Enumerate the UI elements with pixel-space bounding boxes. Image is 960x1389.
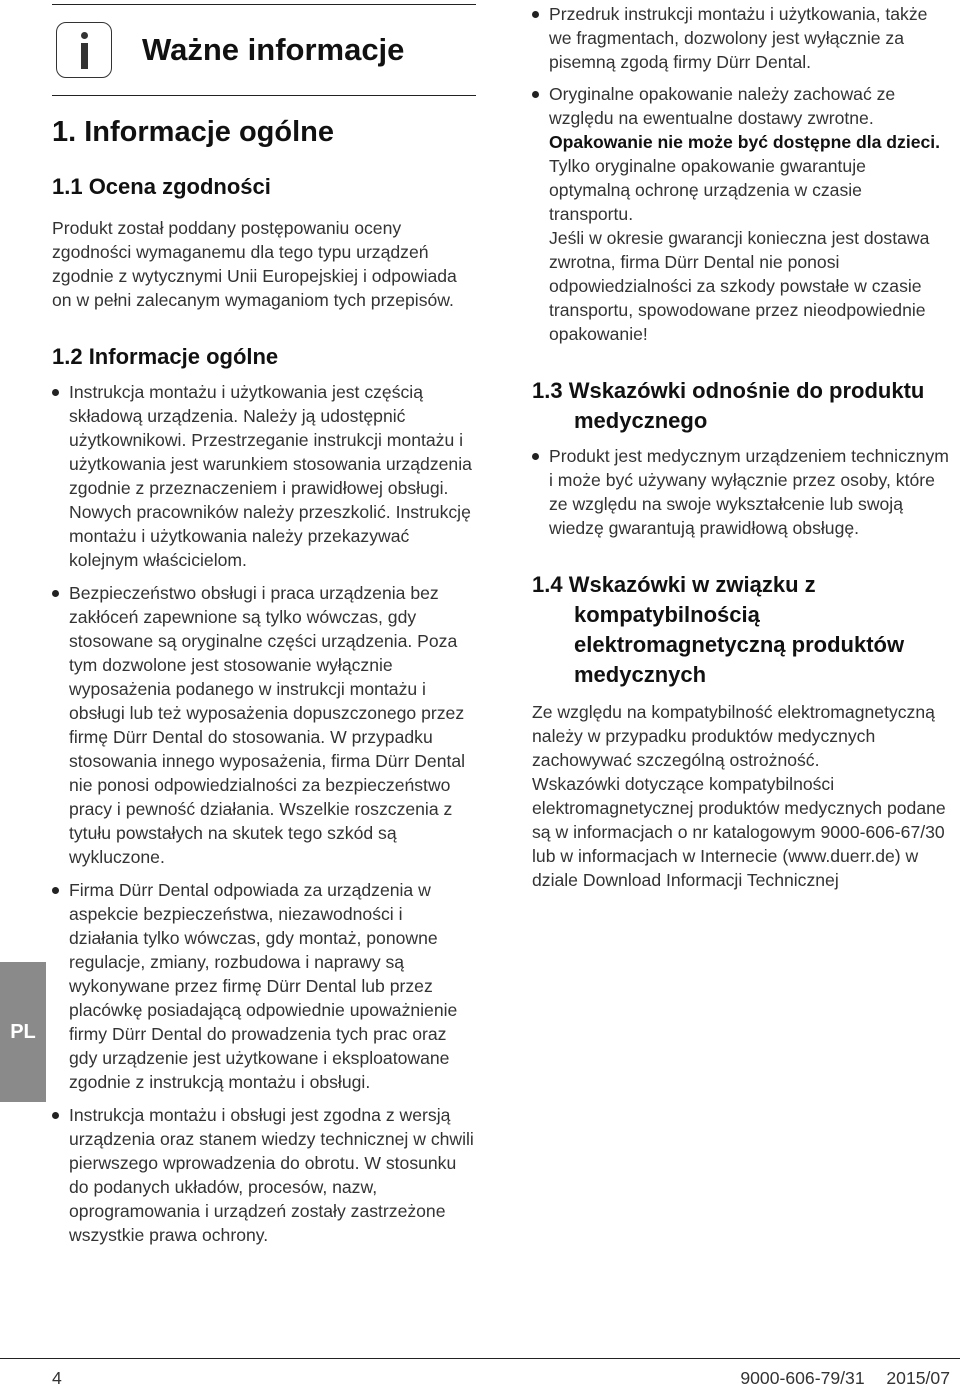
packaging-warning: Opakowanie nie może być dostępne dla dzieci. [549, 132, 941, 152]
subsection-heading-1-2: 1.2 Informacje ogólne [52, 344, 279, 369]
page-title: Ważne informacje [142, 32, 405, 67]
emc-text-2: Wskazówki dotyczące kompatybilności elektromagnetycznej produktów medycznych podane są w informacjach o nr katalogowym 9000-606-67/30 lub w informacjach w Internecie (www.duerr.de) w dziale Download Informacji Technicznej [532, 774, 946, 890]
document-number: 9000-606-79/31 [740, 1368, 865, 1388]
emc-text-1: Ze względu na kompatybilność elektromagnetyczną należy w przypadku produktów medycznych zachowywać szczególną ostrożność. [532, 702, 935, 770]
packaging-text-3: Jeśli w okresie gwarancji konieczna jest dostawa zwrotna, firma Dürr Dental nie ponosi odpowiedzialności za szkody powstałe w czasie transportu, spowodowane przez nieodpowiednie opakowanie! [549, 228, 930, 344]
info-icon [56, 22, 112, 78]
language-tab: PL [0, 962, 46, 1102]
list-item: Instrukcja montażu i użytkowania jest częścią składową urządzenia. Należy ją udostępnić użytkownikowi. Przestrzeganie instrukcji montażu i użytkowania jest warunkiem stosowania urządzenia zgodnie z przeznaczeniem i prawidłowej obsługi. Nowych pracowników należy przeszkolić. Instrukcję montażu i użytkowania należy przekazywać kolejnym właścicielom. [52, 380, 476, 572]
list-item: Przedruk instrukcji montażu i użytkowania, także we fragmentach, dozwolony jest wyłącznie za pisemną zgodą firmy Dürr Dental. [532, 2, 950, 74]
footer-info [740, 1368, 950, 1389]
section-heading: 1. Informacje ogólne [52, 116, 334, 148]
subsection-heading-1-1: 1.1 Ocena zgodności [52, 174, 271, 199]
list-item: Produkt jest medycznym urządzeniem technicznym i może być używany wyłącznie przez osoby, które ze względu na swoje wykształcenie lub swoją wiedzę gwarantują prawidłową obsługę. [532, 444, 950, 540]
subsection-heading-1-3: 1.3 Wskazówki odnośnie do produktu medycznego [532, 378, 925, 433]
conformity-text: Produkt został poddany postępowaniu oceny zgodności wymaganemu dla tego typu urządzeń zgodnie z wytycznymi Unii Europejskiej i odpowiada on w pełni zalecanym wymaganiom tych przepisów. [52, 218, 457, 310]
packaging-text-2: Tylko oryginalne opakowanie gwarantuje optymalną ochronę urządzenia w czasie transportu. [549, 156, 866, 224]
list-item: Instrukcja montażu i obsługi jest zgodna z wersją urządzenia oraz stanem wiedzy technicznej w chwili pierwszego wprowadzenia do obrotu. W stosunku do podanych układów, procesów, nazw, oprogramowania i urządzeń zostały zastrzeżone wszystkie prawa ochrony. [52, 1103, 476, 1247]
right-column [532, 2, 950, 892]
header-rule [52, 95, 476, 96]
footer-rule [0, 1358, 960, 1359]
list-item: Firma Dürr Dental odpowiada za urządzenia w aspekcie bezpieczeństwa, niezawodności i działania tylko wówczas, gdy montaż, ponowne regulacje, zmiany, rozbudowa i naprawy są wykonywane przez firmę Dürr Dental lub przez placówkę posiadającą odpowiednie upoważnienie firmy Dürr Dental do prowadzenia tych prac oraz gdy urządzenie jest użytkowane i eksploatowane zgodnie z instrukcją montażu i obsługi. [52, 878, 476, 1094]
page-number: 4 [52, 1368, 62, 1388]
general-info-list [52, 380, 476, 1247]
left-column [52, 0, 476, 1247]
list-item [532, 82, 950, 346]
medical-product-list [532, 444, 950, 540]
list-item: Bezpieczeństwo obsługi i praca urządzenia bez zakłóceń zapewnione są tylko wówczas, gdy stosowane są oryginalne części urządzenia. Poza tym dozwolone jest stosowanie wyłącznie wyposażenia podanego w instrukcji montażu i obsługi lub też wyposażenia dopuszczonego przez firmę Dürr Dental do stosowania. W przypadku stosowania innego wyposażenia, firma Dürr Dental nie ponosi odpowiedzialności za bezpieczeństwo pracy i pewność działania. Wszelkie roszczenia z tytułu powstałych na skutek tego szkód są wykluczone. [52, 581, 476, 869]
document-date: 2015/07 [886, 1368, 950, 1388]
subsection-heading-1-4: 1.4 Wskazówki w związku z kompatybilnością elektromagnetyczną produktów medycznych [532, 572, 905, 687]
packaging-list [532, 2, 950, 346]
packaging-text: Oryginalne opakowanie należy zachować ze względu na ewentualne dostawy zwrotne. [549, 84, 896, 128]
